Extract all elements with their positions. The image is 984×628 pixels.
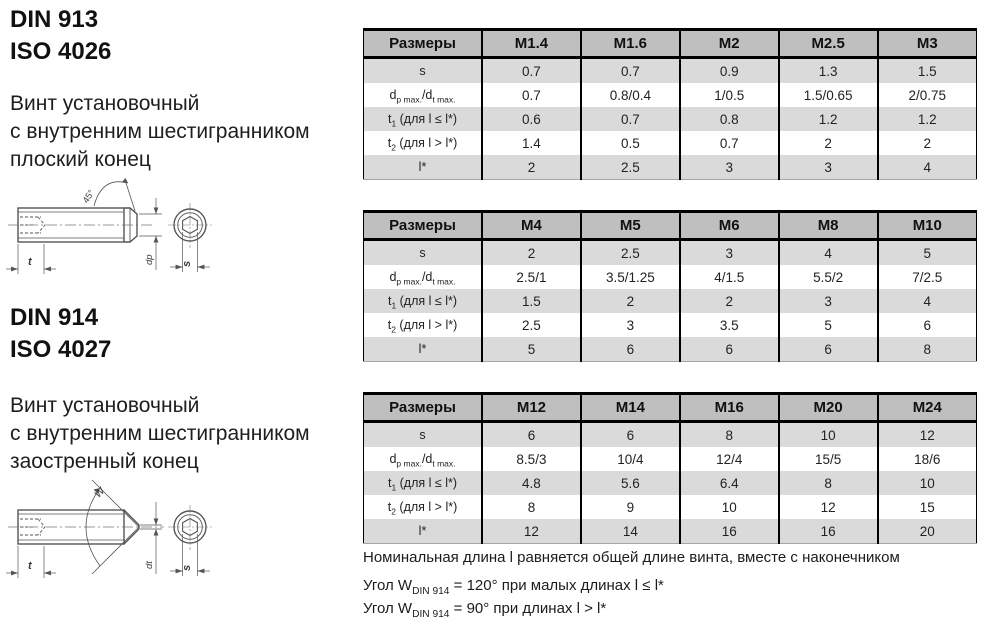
value-cell: 0.8: [680, 107, 779, 131]
description-line: с внутренним шестигранником: [10, 422, 310, 445]
value-cell: 15/5: [779, 447, 878, 471]
tip-diameter-dimension: [140, 502, 162, 574]
din-standard-label: DIN 913: [10, 6, 99, 33]
value-cell: 4: [878, 155, 977, 180]
value-cell: 1.5/0.65: [779, 83, 878, 107]
description-line: заостренный конец: [10, 450, 199, 473]
value-cell: 6: [581, 337, 680, 362]
description-line: Винт установочный: [10, 92, 200, 115]
end-view: [168, 203, 212, 272]
end-view: [168, 505, 212, 576]
value-cell: 8: [680, 422, 779, 448]
cone-angle-label: W: [92, 485, 108, 501]
row-label: l*: [364, 155, 483, 180]
column-header-m1_4: M1.4: [482, 30, 581, 58]
table-row: [364, 131, 977, 155]
value-cell: 20: [878, 519, 977, 544]
value-cell: 5: [482, 337, 581, 362]
value-cell: 8: [482, 495, 581, 519]
value-cell: 2.5: [581, 155, 680, 180]
value-cell: 12: [878, 422, 977, 448]
value-cell: 3.5: [680, 313, 779, 337]
nominal-length-note: Номинальная длина l равняется общей длине винта, вместе с наконечником: [363, 549, 900, 566]
table-row: [364, 447, 977, 471]
value-cell: 10: [779, 422, 878, 448]
value-cell: 12: [779, 495, 878, 519]
row-label: $t_1$ (для l ≤ l*): [364, 471, 483, 495]
din914-description: [10, 392, 310, 476]
iso-standard-label: ISO 4026: [10, 38, 112, 65]
value-cell: 10: [878, 471, 977, 495]
socket-depth-label: t: [28, 560, 32, 572]
socket-depth-label: t: [28, 256, 32, 268]
value-cell: 8.5/3: [482, 447, 581, 471]
value-cell: 1.2: [878, 107, 977, 131]
row-label: s: [364, 58, 483, 84]
row-label: l*: [364, 519, 483, 544]
value-cell: 12: [482, 519, 581, 544]
row-label: $d_{p max.}/d_{t max.}$: [364, 265, 483, 289]
value-cell: 2/0.75: [878, 83, 977, 107]
value-cell: 3: [779, 289, 878, 313]
chamfer-angle-label: 45°: [80, 187, 97, 205]
hex-size-label: s: [181, 564, 193, 571]
value-cell: 3: [581, 313, 680, 337]
value-cell: 12/4: [680, 447, 779, 471]
value-cell: 1.3: [779, 58, 878, 84]
value-cell: 0.5: [581, 131, 680, 155]
din913-description: [10, 90, 310, 174]
description-line: с внутренним шестигранником: [10, 120, 310, 143]
value-cell: 2: [482, 240, 581, 266]
value-cell: 1.2: [779, 107, 878, 131]
value-cell: 14: [581, 519, 680, 544]
socket-depth-dimension: [6, 244, 56, 274]
value-cell: 5: [878, 240, 977, 266]
column-header-m8: M8: [779, 212, 878, 240]
dimensions-table-m12-m24: [363, 392, 977, 544]
value-cell: 4.8: [482, 471, 581, 495]
value-cell: 2: [482, 155, 581, 180]
value-cell: 6: [878, 313, 977, 337]
table-row: [364, 313, 977, 337]
socket-depth-dimension: [6, 546, 56, 578]
value-cell: 4: [878, 289, 977, 313]
sizes-corner-header: Размеры: [364, 212, 483, 240]
dimensions-table-m1_4-m3: [363, 28, 977, 180]
column-header-m10: M10: [878, 212, 977, 240]
row-label: s: [364, 240, 483, 266]
value-cell: 2: [680, 289, 779, 313]
value-cell: 2: [581, 289, 680, 313]
value-cell: 0.7: [581, 58, 680, 84]
column-header-m24: M24: [878, 394, 977, 422]
value-cell: 0.7: [482, 58, 581, 84]
table-row: [364, 337, 977, 362]
iso-standard-label: ISO 4027: [10, 336, 112, 363]
table-row: [364, 519, 977, 544]
row-label: $t_1$ (для l ≤ l*): [364, 289, 483, 313]
description-line: Винт установочный: [10, 394, 200, 417]
column-header-m2: M2: [680, 30, 779, 58]
row-label: $d_{p max.}/d_{t max.}$: [364, 83, 483, 107]
value-cell: 0.7: [482, 83, 581, 107]
table-row: [364, 422, 977, 448]
angle-120-note: Угол $W_{DIN 914} = 120^\circ$ при малых длинах l ≤ l*: [363, 577, 664, 597]
value-cell: 2.5: [581, 240, 680, 266]
table-section-m12-m24: [363, 392, 977, 544]
column-header-m5: M5: [581, 212, 680, 240]
row-label: $t_2$ (для l > l*): [364, 495, 483, 519]
column-header-m12: M12: [482, 394, 581, 422]
value-cell: 2: [878, 131, 977, 155]
row-label: $t_2$ (для l > l*): [364, 131, 483, 155]
header-row: [364, 30, 977, 58]
value-cell: 5.5/2: [779, 265, 878, 289]
table-row: [364, 289, 977, 313]
table-row: [364, 495, 977, 519]
column-header-m16: M16: [680, 394, 779, 422]
column-header-m14: M14: [581, 394, 680, 422]
din913-iso4026-heading: [10, 4, 111, 68]
value-cell: 0.8/0.4: [581, 83, 680, 107]
value-cell: 16: [680, 519, 779, 544]
value-cell: 7/2.5: [878, 265, 977, 289]
value-cell: 4: [779, 240, 878, 266]
value-cell: 0.6: [482, 107, 581, 131]
value-cell: 3.5/1.25: [581, 265, 680, 289]
table-section-m1_4-m3: [363, 28, 977, 180]
value-cell: 6: [482, 422, 581, 448]
header-row: [364, 212, 977, 240]
column-header-m20: M20: [779, 394, 878, 422]
value-cell: 1.5: [482, 289, 581, 313]
table-row: [364, 471, 977, 495]
tip-diameter-label: dp: [144, 254, 155, 265]
value-cell: 6: [581, 422, 680, 448]
value-cell: 1.5: [878, 58, 977, 84]
left-panel: [0, 0, 360, 628]
tip-diameter-label: dt: [144, 561, 155, 569]
value-cell: 1.4: [482, 131, 581, 155]
tip-diameter-dimension: [139, 198, 162, 270]
value-cell: 16: [779, 519, 878, 544]
value-cell: 0.7: [581, 107, 680, 131]
table-row: [364, 155, 977, 180]
value-cell: 5: [779, 313, 878, 337]
table-row: [364, 265, 977, 289]
value-cell: 6.4: [680, 471, 779, 495]
chamfer-angle-annotation: [81, 178, 135, 211]
table-row: [364, 83, 977, 107]
din914-iso4027-heading: [10, 302, 111, 366]
din-standard-label: DIN 914: [10, 304, 99, 331]
din914-cone-point-drawing: [4, 472, 236, 598]
column-header-m4: M4: [482, 212, 581, 240]
value-cell: 6: [680, 337, 779, 362]
sizes-corner-header: Размеры: [364, 30, 483, 58]
column-header-m3: M3: [878, 30, 977, 58]
value-cell: 3: [680, 155, 779, 180]
sizes-corner-header: Размеры: [364, 394, 483, 422]
value-cell: 5.6: [581, 471, 680, 495]
value-cell: 3: [779, 155, 878, 180]
value-cell: 4/1.5: [680, 265, 779, 289]
hex-size-label: s: [181, 260, 193, 267]
din913-flat-point-drawing: [4, 170, 236, 292]
value-cell: 6: [779, 337, 878, 362]
value-cell: 8: [878, 337, 977, 362]
row-label: $d_{p max.}/d_{t max.}$: [364, 447, 483, 471]
value-cell: 18/6: [878, 447, 977, 471]
row-label: $t_1$ (для l ≤ l*): [364, 107, 483, 131]
row-label: l*: [364, 337, 483, 362]
value-cell: 15: [878, 495, 977, 519]
value-cell: 8: [779, 471, 878, 495]
value-cell: 9: [581, 495, 680, 519]
value-cell: 2.5: [482, 313, 581, 337]
value-cell: 10: [680, 495, 779, 519]
column-header-m2_5: M2.5: [779, 30, 878, 58]
value-cell: 10/4: [581, 447, 680, 471]
row-label: $t_2$ (для l > l*): [364, 313, 483, 337]
table-row: [364, 107, 977, 131]
column-header-m1_6: M1.6: [581, 30, 680, 58]
value-cell: 2.5/1: [482, 265, 581, 289]
description-line: плоский конец: [10, 148, 151, 171]
angle-90-note: Угол $W_{DIN 914} = 90^\circ$ при длинах l > l*: [363, 600, 607, 620]
row-label: s: [364, 422, 483, 448]
table-section-m4-m10: [363, 210, 977, 362]
value-cell: 3: [680, 240, 779, 266]
table-row: [364, 240, 977, 266]
value-cell: 0.9: [680, 58, 779, 84]
dimensions-table-m4-m10: [363, 210, 977, 362]
header-row: [364, 394, 977, 422]
column-header-m6: M6: [680, 212, 779, 240]
value-cell: 1/0.5: [680, 83, 779, 107]
value-cell: 2: [779, 131, 878, 155]
value-cell: 0.7: [680, 131, 779, 155]
table-row: [364, 58, 977, 84]
